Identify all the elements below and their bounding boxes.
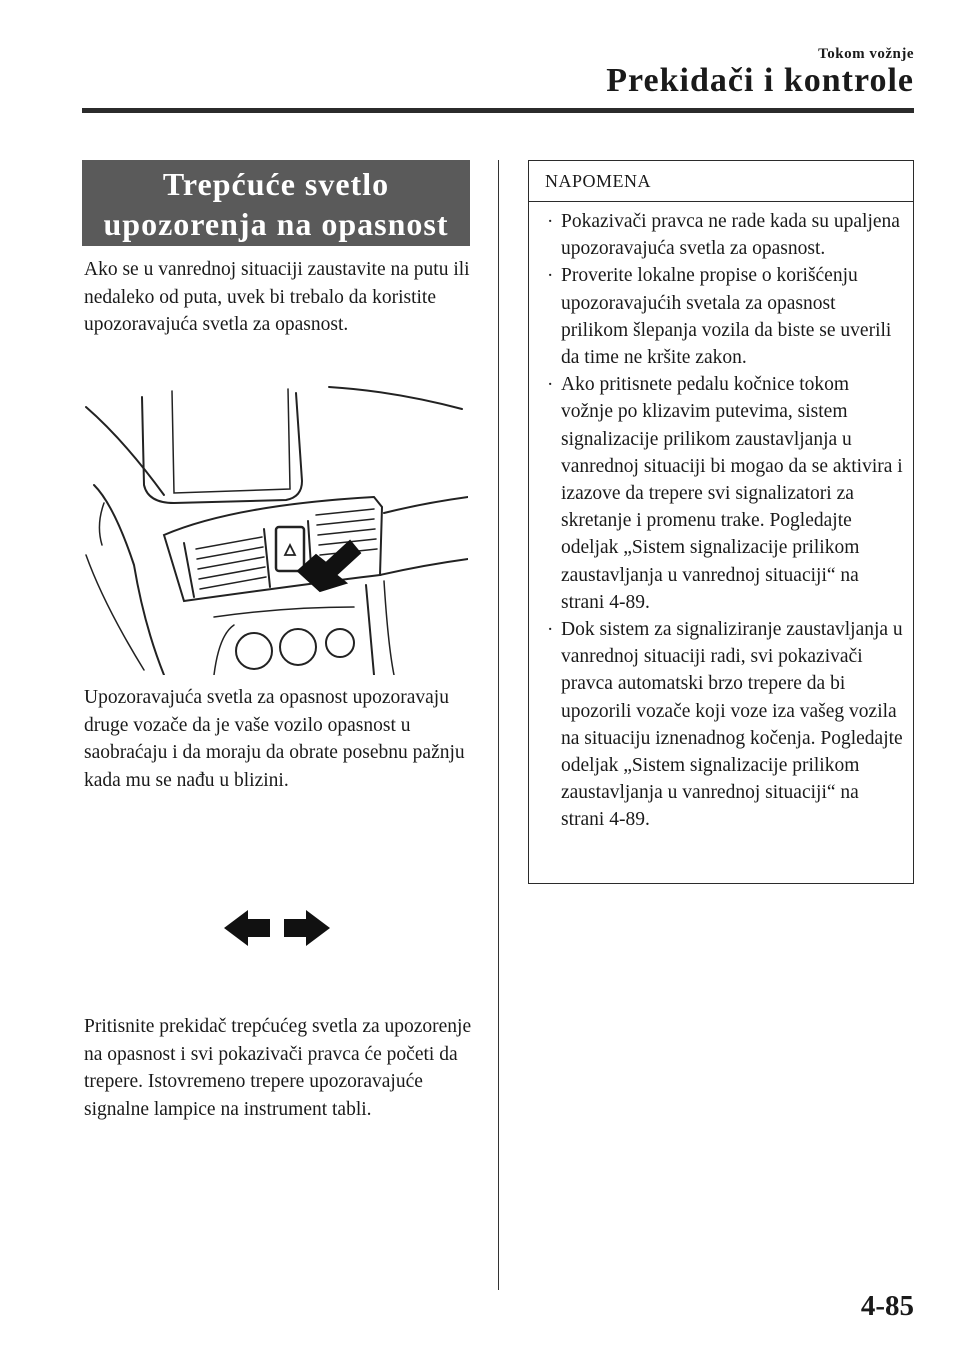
warning-lights-paragraph: Upozoravajuća svetla za opasnost upozoravaju druge vozače da je vaše vozilo opasnost u saobraćaju i da moraju da obrate posebnu pažnju kada mu se nađu u blizini. [84, 687, 465, 791]
note-heading: NAPOMENA [529, 161, 913, 202]
note-item-text: Proverite lokalne propise o korišćenju upozoravajućih svetala za opasnost prilikom šlepanja vozila da biste se uverili da time ne kršite zakon. [561, 265, 892, 369]
bullet-icon: · [547, 619, 554, 641]
note-item [543, 262, 903, 371]
note-list [529, 202, 913, 834]
intro-paragraph: Ako se u vanrednoj situaciji zaustavite na putu ili nedaleko od puta, uvek bi trebalo da koristite upozoravajuća svetla za opasnost. [84, 259, 470, 335]
section-banner [82, 160, 470, 246]
bullet-icon: · [547, 211, 554, 232]
note-item [543, 616, 903, 834]
section-title-line1: Trepćuće svetlo [162, 166, 390, 202]
section-title-line2: upozorenja na opasnost [103, 206, 449, 242]
page-number: 4-85 [860, 1290, 914, 1322]
note-item-text: Ako pritisnete pedalu kočnice tokom vožnje po klizavim putevima, sistem signalizacije prilikom zaustavljanja u vanrednoj situaciji bi mogao da se aktivira i izazove da trepere svi signalizatori za skretanje i promenu trake. Pogledajte odeljak „Sistem signalizacije prilikom zaustavljanja u vanrednoj situaciji“ na strani 4-89. [561, 374, 903, 613]
bullet-icon: · [547, 374, 554, 396]
note-item [543, 208, 903, 262]
bullet-icon: · [547, 265, 554, 287]
column-divider [498, 160, 499, 1290]
header-section: Tokom vožnje [818, 46, 914, 62]
header-title: Prekidači i kontrole [606, 62, 914, 99]
note-item [543, 371, 903, 616]
press-switch-paragraph: Pritisnite prekidač trepćućeg svetla za upozorenje na opasnost i svi pokazivači pravca će početi da trepere. Istovremeno trepere upozoravajuće signalne lampice na instrument tabli. [84, 1016, 472, 1120]
dashboard-hazard-switch-illustration [84, 385, 468, 675]
note-item-text: Pokazivači pravca ne rade kada su upaljena upozoravajuća svetla za opasnost. [561, 211, 900, 260]
note-item-text: Dok sistem za signaliziranje zaustavljanja u vanrednoj situaciji radi, svi pokazivači pravca automatski brzo trepere da bi upozorili vozače koji voze iza vašeg vozila na situaciju iznenadnog kočenja. Pogledajte odeljak „Sistem signalizacije prilikom zaustavljanja u vanrednoj situaciji“ na strani 4-89. [561, 619, 903, 831]
note-box [528, 160, 914, 884]
turn-signal-arrows-icon [222, 908, 332, 948]
header-rule [82, 108, 914, 113]
